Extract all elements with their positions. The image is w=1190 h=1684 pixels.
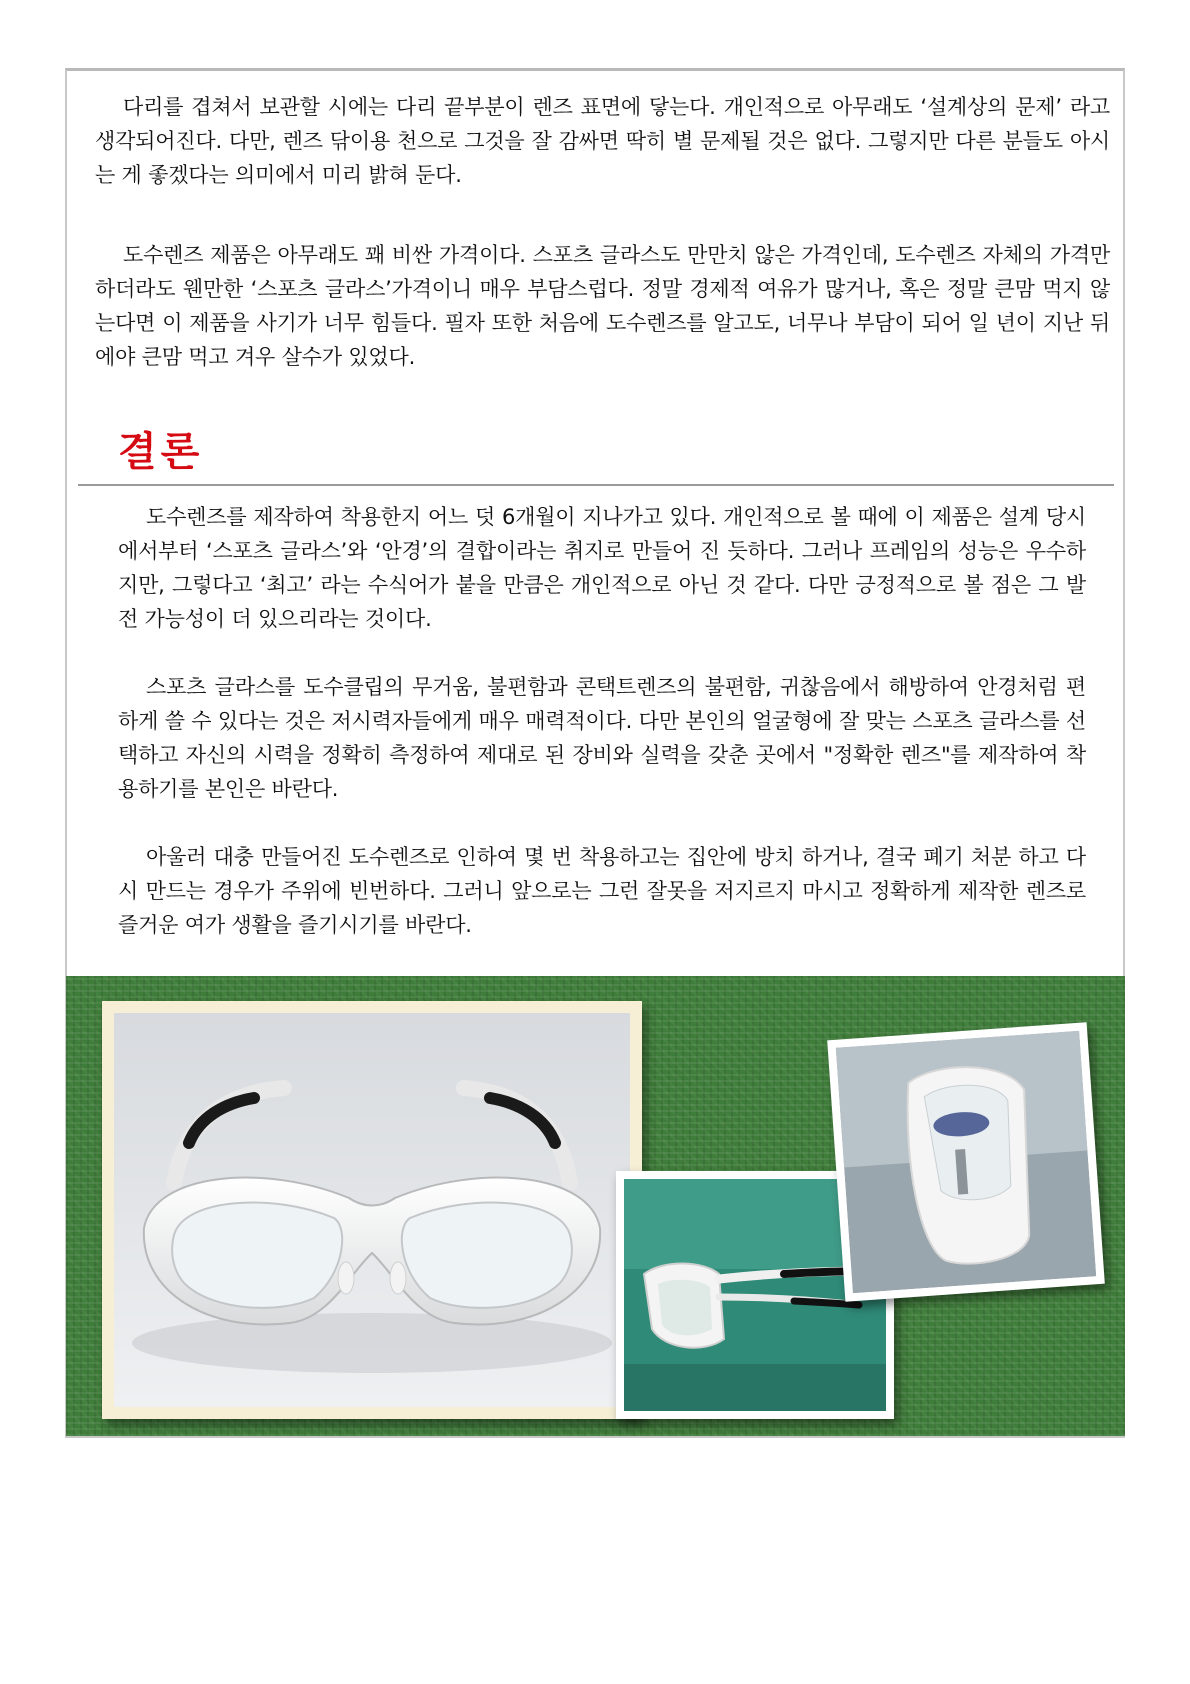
paragraph-price-note [95,238,1110,374]
section-divider [78,484,1114,486]
paragraph-storage-note [95,90,1110,192]
paragraph-text: 도수렌즈 제품은 아무래도 꽤 비싼 가격이다. 스포츠 글라스도 만만치 않은 가격인데, 도수렌즈 자체의 가격만 하더라도 웬만한 ‘스포츠 글라스’가격이니 매우 부담스럽다. 정말 경제적 여유가 많거나, 혹은 정말 큰맘 먹지 않는다면 이 제품을 사기가 너무 힘들다. 필자 또한 처음에 도수렌즈를 알고도, 너무나 부담이 되어 일 년이 지난 뒤에야 큰맘 먹고 겨우 살수가 있었다. [95,243,1110,369]
photo-collage [66,976,1125,1436]
paragraph-conclusion-3 [118,840,1086,942]
paragraph-conclusion-1 [118,500,1086,636]
photo-lens-insert [827,1022,1105,1301]
lens-insert-illustration [836,1031,1097,1293]
paragraph-text: 다리를 겹쳐서 보관할 시에는 다리 끝부분이 렌즈 표면에 닿는다. 개인적으로 아무래도 ‘설계상의 문제’ 라고 생각되어진다. 다만, 렌즈 닦이용 천으로 그것을 잘 감싸면 딱히 별 문제될 것은 없다. 그렇지만 다른 분들도 아시는 게 좋겠다는 의미에서 미리 밝혀 둔다. [95,95,1110,187]
paragraph-text: 도수렌즈를 제작하여 착용한지 어느 덧 6개월이 지나가고 있다. 개인적으로 볼 때에 이 제품은 설계 당시에서부터 ‘스포츠 글라스’와 ‘안경’의 결합이라는 취지로 만들어 진 듯하다. 그러나 프레임의 성능은 우수하지만, 그렇다고 ‘최고’ 라는 수식어가 붙을 만큼은 개인적으로 아닌 것 같다. 다만 긍정적으로 볼 점은 그 발전 가능성이 더 있으리라는 것이다. [118,505,1086,631]
photo-glasses-front [102,1001,642,1419]
section-title-conclusion: 결론 [118,429,204,475]
paragraph-conclusion-2 [118,670,1086,806]
glasses-front-illustration [114,1013,630,1407]
paragraph-text: 스포츠 글라스를 도수클립의 무거움, 불편함과 콘택트렌즈의 불편함, 귀찮음에서 해방하여 안경처럼 편하게 쓸 수 있다는 것은 저시력자들에게 매우 매력적이다. 다만 본인의 얼굴형에 잘 맞는 스포츠 글라스를 선택하고 자신의 시력을 정확히 측정하여 제대로 된 장비와 실력을 갖춘 곳에서 "정확한 렌즈"를 제작하여 착용하기를 본인은 바란다. [118,675,1086,801]
paragraph-text: 아울러 대충 만들어진 도수렌즈로 인하여 몇 번 착용하고는 집안에 방치 하거나, 결국 폐기 처분 하고 다시 만드는 경우가 주위에 빈번하다. 그러니 앞으로는 그런 잘못을 저지르지 마시고 정확하게 제작한 렌즈로 즐거운 여가 생활을 즐기시기를 바란다. [118,845,1086,937]
